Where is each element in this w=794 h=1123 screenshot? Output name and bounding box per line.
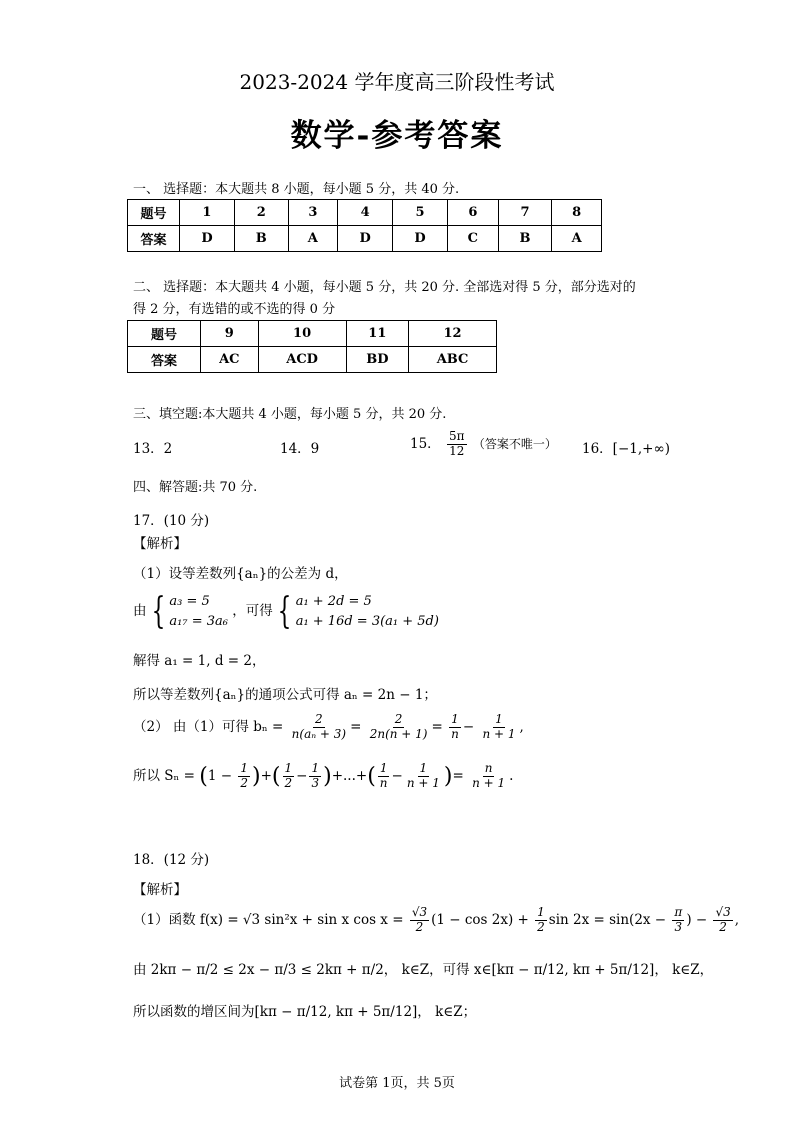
answer-cell: ABC xyxy=(409,347,497,373)
question-number: 12 xyxy=(409,321,497,347)
answer-cell: ACD xyxy=(258,347,346,373)
q17-frac2-den: 2n(n + 1) xyxy=(369,726,428,741)
q17-frac3-num: 1 xyxy=(451,712,459,726)
answer-cell: A xyxy=(288,226,338,252)
question-number: 1 xyxy=(180,200,235,226)
section3-heading: 三、填空题:本大题共 4 小题，每小题 5 分，共 20 分. xyxy=(133,407,447,422)
q17-result-num: n xyxy=(484,761,493,775)
answer-label: 答案 xyxy=(128,347,201,373)
answer-15-numerator: 5π xyxy=(448,429,465,443)
q17-frac4-num: 1 xyxy=(495,712,503,726)
question-number: 7 xyxy=(498,200,552,226)
q17-line6: 所以 Sₙ = (1 − $\frac{1}{2}$ )+( $\frac{1}{2}$ − $\frac{1}{3}$ )+...+( $\frac{1}{n}$ − $\frac{1}{n + 1}$ )= $\frac{n}{n + 1}$ . xyxy=(133,761,514,790)
q17-line4: 所以等差数列{aₙ}的通项公式可得 aₙ = 2n − 1； xyxy=(133,687,437,703)
question-number: 3 xyxy=(288,200,338,226)
q17-system2-eq1: a₁ + 2d = 5 xyxy=(295,594,372,609)
answer-cell: A xyxy=(552,226,602,252)
answer-label: 答案 xyxy=(128,226,180,252)
q18-line1-mid: (1 − cos 2x) + xyxy=(431,911,529,928)
answer-cell: B xyxy=(498,226,552,252)
page-footer: 试卷第 1页，共 5页 xyxy=(339,1076,455,1091)
q17-analysis-label: 【解析】 xyxy=(133,536,187,552)
question-number: 6 xyxy=(447,200,498,226)
q17-frac4-den: n + 1 xyxy=(482,726,516,741)
q17-frac1-den: n(aₙ + 3) xyxy=(291,726,347,741)
answer-key-title: 数学-参考答案 xyxy=(290,118,504,154)
answer-14: 14．9 xyxy=(280,441,320,457)
q17-system2-eq2: a₁ + 16d = 3(a₁ + 5d) xyxy=(295,613,439,629)
q17-line2: 由 { a₃ = 5 a₁₇ = 3a₆ ，可得 { a₁ + 2d = 5 a₁ + 16d = 3(a₁ + 5d) xyxy=(133,590,439,632)
answer-15-denominator: 12 xyxy=(449,443,465,458)
q17-line5-prefix: （2） 由（1）可得 bₙ = xyxy=(133,718,284,735)
q17-line3: 解得 a₁ = 1, d = 2， xyxy=(133,653,266,669)
table-row xyxy=(128,226,602,252)
q17-result-den: n + 1 xyxy=(472,775,506,790)
exam-title: 2023-2024 学年度高三阶段性考试 xyxy=(239,70,555,94)
question-number: 8 xyxy=(552,200,602,226)
q17-system1-eq1: a₃ = 5 xyxy=(169,594,210,609)
q17-system1-eq2: a₁₇ = 3a₆ xyxy=(169,613,228,629)
answer-cell: D xyxy=(393,226,448,252)
q18-analysis-label: 【解析】 xyxy=(133,882,187,898)
q18-line1: （1）函数 f(x) = √3 sin²x + sin x cos x = $\frac{√3}{2}$ (1 − cos 2x) + $\frac{1}{2}$ sin 2x = sin(2x − $\frac{\pi}{3}$ ) − $\frac{√3}{2}$ , xyxy=(133,905,740,934)
section2-answer-table xyxy=(127,320,497,373)
section2-heading-line2: 得 2 分，有选错的或不选的得 0 分 xyxy=(133,302,336,317)
section1-heading: 一、 选择题：本大题共 8 小题，每小题 5 分，共 40 分. xyxy=(133,182,460,197)
section2-heading-line1: 二、 选择题：本大题共 4 小题，每小题 5 分，共 20 分. 全部选对得 5 分，部分选对的 xyxy=(133,280,636,295)
answer-cell: D xyxy=(338,226,393,252)
q18-title: 18．(12 分) xyxy=(133,852,210,868)
question-number: 10 xyxy=(258,321,346,347)
answer-16: 16．[−1,+∞) xyxy=(582,441,670,457)
q17-line5: （2） 由（1）可得 bₙ = $\frac{2}{\text{n(aₙ + 3)}}$ = $\frac{2}{2n(n + 1)}$ = $\frac{1}{n}$ − $\frac{1}{n + 1}$ , xyxy=(133,712,524,741)
section1-answer-table xyxy=(127,199,602,252)
table-row xyxy=(128,200,602,226)
q18-line3: 所以函数的增区间为[kπ − π/12, kπ + 5π/12]， k∈Z； xyxy=(133,1004,477,1020)
answer-cell: AC xyxy=(201,347,259,373)
answer-cell: B xyxy=(234,226,288,252)
table-row xyxy=(128,347,497,373)
q17-frac1-num: 2 xyxy=(315,712,323,726)
q17-line2-mid: ，可得 xyxy=(232,603,273,619)
answer-15-label: 15． xyxy=(410,435,441,452)
q17-line2-prefix: 由 xyxy=(133,603,147,619)
answer-15 xyxy=(410,430,557,459)
question-number: 5 xyxy=(393,200,448,226)
question-number: 2 xyxy=(234,200,288,226)
q18-line1-prefix: （1）函数 f(x) = √3 sin²x + sin x cos x = xyxy=(133,911,404,928)
q17-frac3-den: n xyxy=(451,726,459,741)
question-number: 11 xyxy=(346,321,409,347)
question-label: 题号 xyxy=(128,200,180,226)
section4-heading: 四、解答题:共 70 分. xyxy=(133,480,258,495)
q18-line1-tail: sin 2x = sin(2x − xyxy=(548,911,667,928)
q17-title: 17．(10 分) xyxy=(133,513,210,529)
answer-cell: D xyxy=(180,226,235,252)
answer-15-note: （答案不唯一） xyxy=(472,436,557,451)
q17-line1: （1）设等差数列{aₙ}的公差为 d， xyxy=(133,566,348,582)
answer-cell: BD xyxy=(346,347,409,373)
answer-cell: C xyxy=(447,226,498,252)
answer-13: 13．2 xyxy=(133,441,173,457)
question-label: 题号 xyxy=(128,321,201,347)
question-number: 9 xyxy=(201,321,259,347)
q17-frac2-num: 2 xyxy=(394,712,403,726)
table-row xyxy=(128,321,497,347)
q17-line6-prefix: 所以 Sₙ = xyxy=(133,767,195,784)
question-number: 4 xyxy=(338,200,393,226)
q18-line2: 由 2kπ − π/2 ≤ 2x − π/3 ≤ 2kπ + π/2， k∈Z，可得 x∈[kπ − π/12, kπ + 5π/12]， k∈Z， xyxy=(133,962,714,978)
